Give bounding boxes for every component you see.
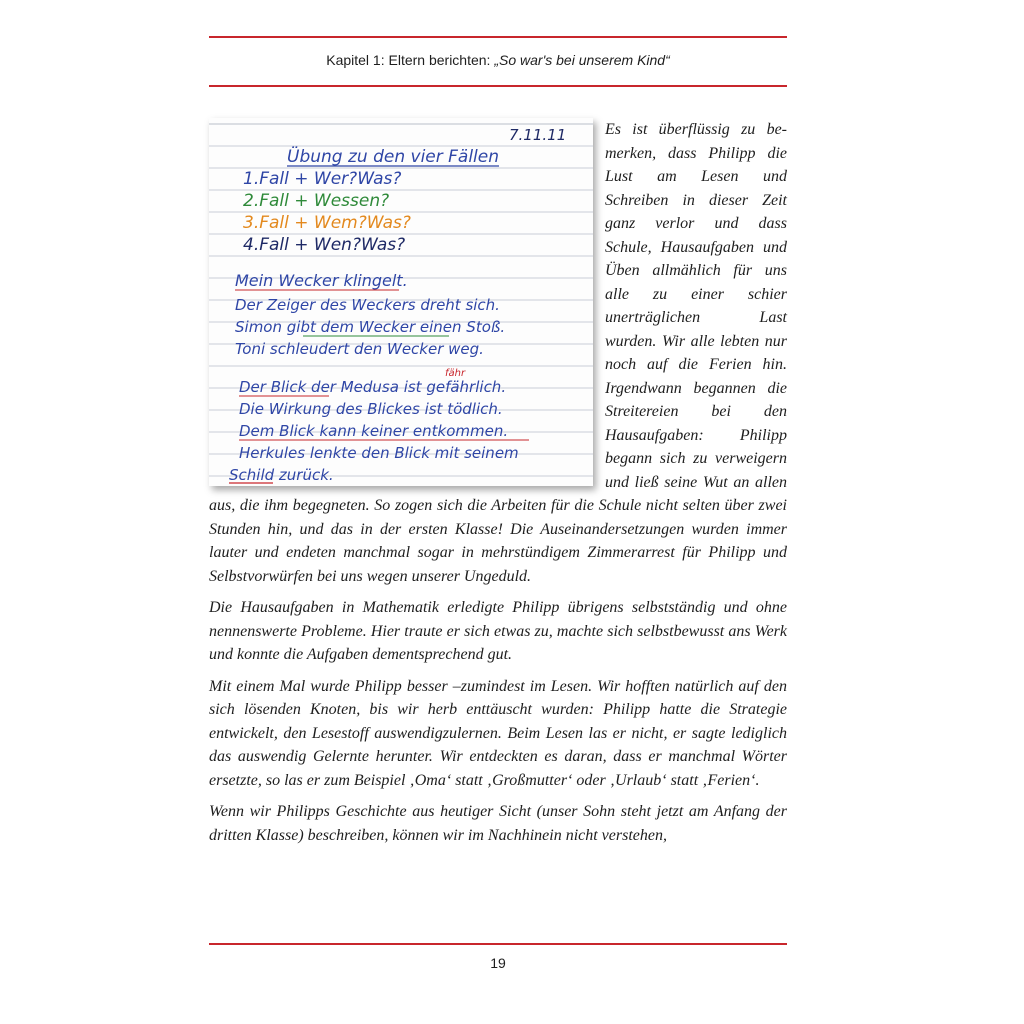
figure-sentence-1: Mein Wecker klingelt. bbox=[235, 271, 408, 290]
header-chapter: Kapitel 1: Eltern berichten: bbox=[326, 52, 495, 68]
paragraph-1: Es ist überflüssig zu bemerken, dass Philipp die Lust am Lesen und Schreiben in dieser Zeit ganz verlor und dass Schule, Hausaufgaben und Üben allmählich für uns alle zu einer schier unerträglichen Last wurden. Wir alle lebten nur noch auf die Ferien hin. Irgendwann begannen die Streitereien bei den Hausaufgaben: Philipp begann sich zu verweigern und ließ seine Wut an allen aus, die ihm begegneten. So zogen sich die Arbeiten für die Schule nicht selten über zwei Stunden hin, und das in der ersten Klasse! Die Auseinandersetzungen wurden immer lauter und endeten manchmal sogar in mehrstündigem Zimmerarrest für Philipp und Selbstvorwürfen bei uns wegen unserer Ungeduld. bbox=[209, 121, 787, 585]
figure-case-line-3: 3.Fall + Wem?Was? bbox=[243, 213, 411, 233]
figure-sentence-3: Simon gibt dem Wecker einen Stoß. bbox=[235, 318, 506, 336]
page-number: 19 bbox=[490, 955, 506, 971]
figure-correction: fähr bbox=[445, 368, 466, 379]
header-rule-top bbox=[209, 36, 787, 38]
paragraph-3: Mit einem Mal wurde Philipp besser –zumindest im Lesen. Wir hofften natürlich auf den sich lösenden Knoten, bis wir herb enttäuscht wurden: Philipp hatte die Strategie entwickelt, den Lesestoff auswendigzulernen. Beim Lesen las er nicht, er sagte lediglich das auswendig Gelernte herunter. Wir entdeckten es daran, dass er manchmal Wörter ersetzte, so las er zum Beispiel ‚Oma‘ statt ‚Großmutter‘ oder ‚Urlaub‘ statt ‚Ferien‘. bbox=[209, 677, 787, 789]
figure-sentence-4: Toni schleudert den Wecker weg. bbox=[235, 340, 484, 358]
page-body bbox=[209, 118, 787, 855]
header-rule-bottom bbox=[209, 85, 787, 87]
figure-case-line-2: 2.Fall + Wessen? bbox=[243, 191, 390, 211]
figure-case-line-1: 1.Fall + Wer?Was? bbox=[243, 169, 402, 189]
figure-date: 7.11.11 bbox=[509, 126, 567, 144]
figure-sentence-5: Der Blick der Medusa ist gefährlich. bbox=[239, 378, 507, 396]
figure-sentence-8: Herkules lenkte den Blick mit seinem bbox=[239, 444, 519, 462]
footer-rule bbox=[209, 943, 787, 945]
figure-title: Übung zu den vier Fällen bbox=[287, 147, 500, 167]
figure-sentence-2: Der Zeiger des Weckers dreht sich. bbox=[235, 296, 500, 314]
figure-sentence-6: Die Wirkung des Blickes ist tödlich. bbox=[239, 400, 503, 418]
paragraph-2: Die Hausaufgaben in Mathematik erledigte Philipp übrigens selbstständig und ohne nennenswerte Probleme. Hier traute er sich etwas zu, machte sich selbstbewusst ans Werk und konnte die Aufgaben dementsprechend gut. bbox=[209, 599, 787, 663]
paragraph-4: Wenn wir Philipps Geschichte aus heutiger Sicht (unser Sohn steht jetzt am Anfang der dritten Klasse) beschreiben, können wir im Nachhinein nicht verstehen, bbox=[209, 803, 787, 844]
header-emphasis: „So war's bei unserem Kind“ bbox=[494, 52, 670, 68]
figure-sentence-7: Dem Blick kann keiner entkommen. bbox=[239, 422, 509, 440]
figure-case-line-4: 4.Fall + Wen?Was? bbox=[243, 235, 406, 255]
notebook-page-image bbox=[209, 118, 593, 486]
figure-sentence-9: Schild zurück. bbox=[229, 466, 334, 484]
handwriting-figure bbox=[209, 118, 593, 486]
running-header bbox=[209, 52, 787, 68]
